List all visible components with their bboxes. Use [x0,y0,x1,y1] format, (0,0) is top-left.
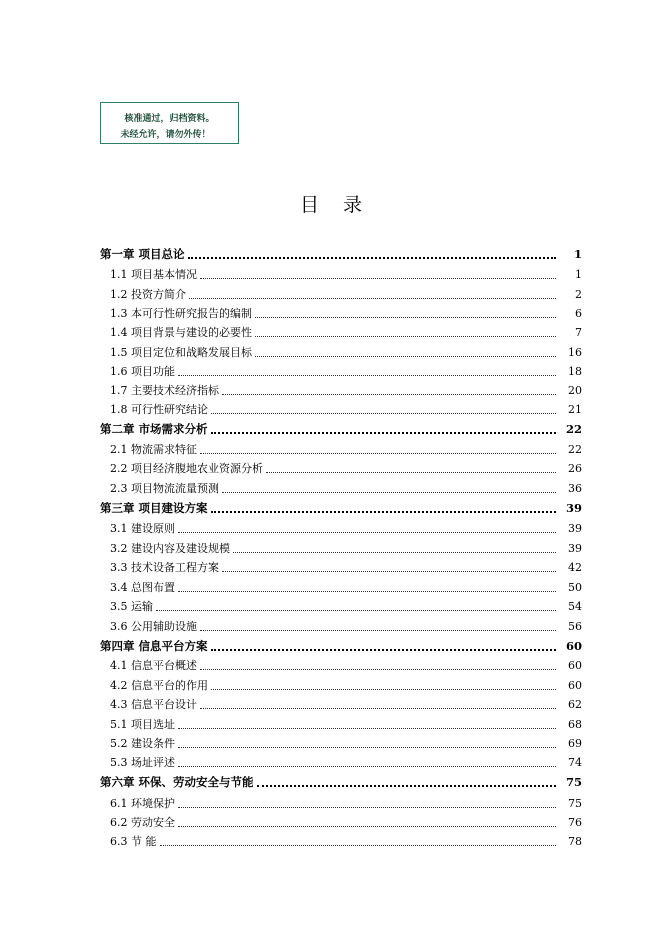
toc-entry-label: 3.5 运输 [110,600,153,613]
toc-page-number: 75 [568,797,582,810]
toc-section-entry[interactable] [100,479,582,498]
toc-entry-label: 1.4 项目背景与建设的必要性 [110,326,252,339]
toc-section-entry[interactable] [100,597,582,616]
toc-section-entry[interactable] [100,539,582,558]
toc-section-entry[interactable] [100,734,582,753]
toc-dot-leader [255,356,556,357]
toc-page-number: 60 [568,679,582,692]
toc-page-number: 69 [568,737,582,750]
toc-entry-label: 5.1 项目选址 [110,718,175,731]
toc-entry-label: 5.2 建设条件 [110,737,175,750]
toc-page-number: 39 [565,501,582,515]
toc-dot-leader [222,394,556,395]
toc-entry-label: 1.8 可行性研究结论 [110,403,208,416]
toc-entry-label: 第六章 环保、劳动安全与节能 [100,775,254,789]
toc-dot-leader [178,532,556,533]
toc-section-entry[interactable] [100,265,582,284]
toc-page-number: 78 [568,835,582,848]
toc-page-number: 62 [568,698,582,711]
toc-entry-label: 6.3 节 能 [110,835,157,848]
toc-entry-label: 第三章 项目建设方案 [100,501,208,515]
toc-dot-leader [211,413,556,414]
toc-entry-label: 5.3 场址评述 [110,756,175,769]
toc-page-number: 39 [568,522,582,535]
toc-entry-label: 第一章 项目总论 [100,247,185,261]
toc-page-number: 50 [568,581,582,594]
toc-dot-leader [200,669,556,670]
toc-dot-leader [178,375,556,376]
toc-chapter-entry[interactable] [100,637,582,656]
toc-chapter-entry[interactable] [100,420,582,439]
stamp-line-2: 未经允许，请勿外传！ [120,130,211,140]
toc-page-number: 75 [565,775,582,789]
toc-section-entry[interactable] [100,656,582,675]
toc-entry-label: 1.7 主要技术经济指标 [110,384,219,397]
toc-entry-label: 3.2 建设内容及建设规模 [110,542,230,555]
toc-page-number: 7 [575,326,582,339]
toc-entry-label: 6.2 劳动安全 [110,816,175,829]
toc-entry-label: 3.6 公用辅助设施 [110,620,197,633]
toc-page-number: 60 [565,639,582,653]
toc-dot-leader [156,610,556,611]
toc-page-number: 6 [575,307,582,320]
toc-section-entry[interactable] [100,381,582,400]
toc-page-number: 60 [568,659,582,672]
toc-section-entry[interactable] [100,558,582,577]
toc-entry-label: 1.3 本可行性研究报告的编制 [110,307,252,320]
toc-dot-leader [188,257,556,259]
toc-dot-leader [255,336,556,337]
toc-section-entry[interactable] [100,323,582,342]
toc-chapter-entry[interactable] [100,773,582,792]
toc-section-entry[interactable] [100,343,582,362]
toc-page-number: 21 [568,403,582,416]
toc-entry-label: 3.4 总图布置 [110,581,175,594]
toc-chapter-entry[interactable] [100,245,582,264]
toc-dot-leader [257,785,556,787]
toc-page-number: 76 [568,816,582,829]
toc-dot-leader [200,630,556,631]
toc-section-entry[interactable] [100,459,582,478]
toc-dot-leader [211,689,556,690]
toc-section-entry[interactable] [100,617,582,636]
toc-page-number: 68 [568,718,582,731]
toc-entry-label: 3.1 建设原则 [110,522,175,535]
toc-dot-leader [200,708,556,709]
toc-dot-leader [160,845,557,846]
stamp-line-1: 核准通过，归档资料。 [124,114,215,124]
toc-section-entry[interactable] [100,285,582,304]
toc-entry-label: 1.5 项目定位和战略发展目标 [110,346,252,359]
toc-section-entry[interactable] [100,676,582,695]
toc-page-number: 26 [568,462,582,475]
toc-page-number: 1 [573,247,582,261]
toc-section-entry[interactable] [100,813,582,832]
toc-dot-leader [178,826,556,827]
toc-page-number: 18 [568,365,582,378]
toc-page-number: 54 [568,600,582,613]
toc-entry-label: 6.1 环境保护 [110,797,175,810]
toc-page-number: 42 [568,561,582,574]
toc-section-entry[interactable] [100,695,582,714]
toc-page-number: 16 [568,346,582,359]
toc-section-entry[interactable] [100,519,582,538]
toc-dot-leader [266,472,556,473]
toc-entry-label: 2.1 物流需求特征 [110,443,197,456]
toc-section-entry[interactable] [100,400,582,419]
toc-section-entry[interactable] [100,794,582,813]
toc-dot-leader [211,649,556,651]
toc-chapter-entry[interactable] [100,499,582,518]
toc-page-number: 56 [568,620,582,633]
toc-page-number: 20 [568,384,582,397]
toc-entry-label: 4.3 信息平台设计 [110,698,197,711]
toc-dot-leader [233,552,556,553]
toc-entry-label: 1.6 项目功能 [110,365,175,378]
toc-dot-leader [211,432,556,434]
toc-entry-label: 3.3 技术设备工程方案 [110,561,219,574]
toc-dot-leader [178,766,556,767]
toc-entry-label: 1.2 投资方简介 [110,288,186,301]
toc-page-number: 22 [568,443,582,456]
toc-section-entry[interactable] [100,362,582,381]
toc-section-entry[interactable] [100,304,582,323]
toc-entry-label: 4.2 信息平台的作用 [110,679,208,692]
toc-page-number: 2 [575,288,582,301]
toc-entry-label: 4.1 信息平台概述 [110,659,197,672]
toc-dot-leader [222,492,556,493]
toc-dot-leader [178,728,556,729]
toc-dot-leader [200,453,556,454]
toc-section-entry[interactable] [100,440,582,459]
toc-page-number: 22 [565,422,582,436]
toc-page-number: 39 [568,542,582,555]
toc-entry-label: 第二章 市场需求分析 [100,422,208,436]
toc-dot-leader [255,317,556,318]
toc-section-entry[interactable] [100,753,582,772]
toc-dot-leader [189,298,556,299]
toc-dot-leader [178,747,556,748]
toc-dot-leader [200,278,556,279]
toc-section-entry[interactable] [100,578,582,597]
toc-section-entry[interactable] [100,832,582,851]
toc-page-number: 36 [568,482,582,495]
toc-entry-label: 第四章 信息平台方案 [100,639,208,653]
toc-page-number: 74 [568,756,582,769]
toc-dot-leader [178,591,556,592]
toc-dot-leader [178,807,556,808]
toc-page-number: 1 [575,268,582,281]
toc-dot-leader [211,511,556,513]
toc-section-entry[interactable] [100,715,582,734]
page-title: 目录 [299,194,386,216]
toc-dot-leader [222,571,556,572]
toc-entry-label: 2.2 项目经济腹地农业资源分析 [110,462,263,475]
toc-entry-label: 2.3 项目物流流量预测 [110,482,219,495]
toc-entry-label: 1.1 项目基本情况 [110,268,197,281]
